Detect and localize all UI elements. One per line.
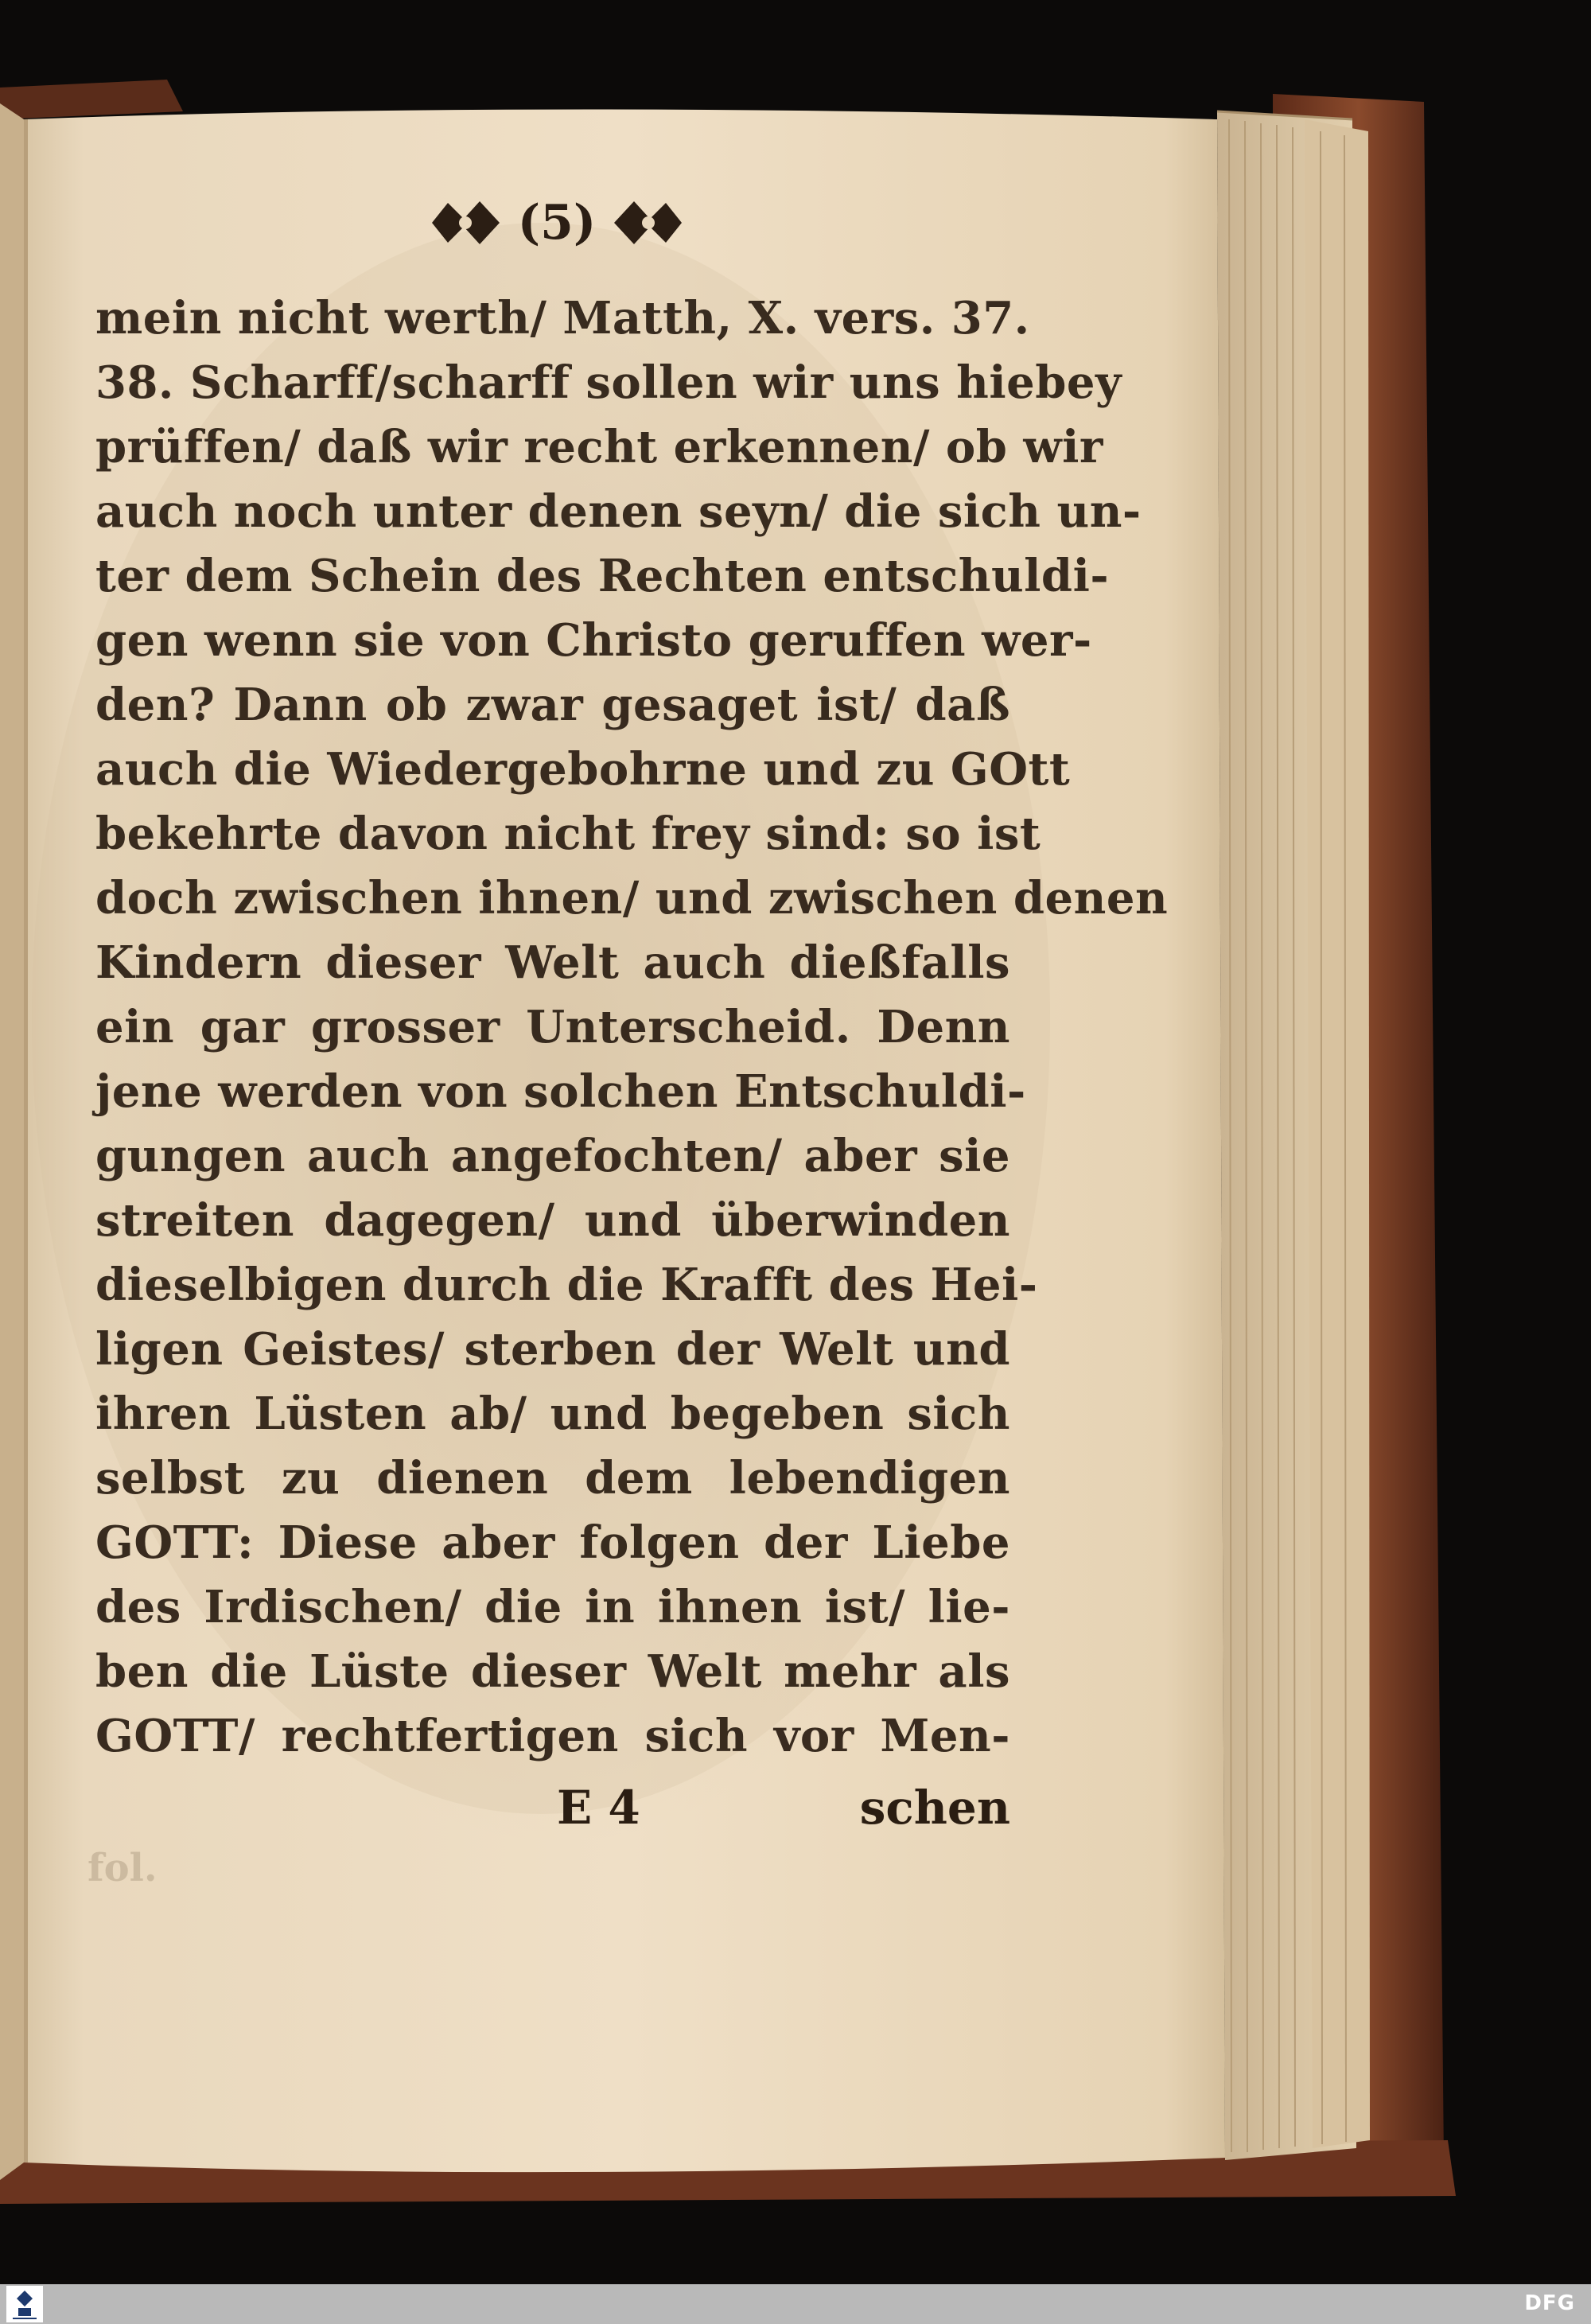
text-line: des Irdischen/ die in ihnen ist/ lie-: [95, 1581, 1010, 1633]
text-line: Kindern dieser Welt auch dießfalls: [95, 936, 1010, 989]
running-head: [414, 187, 700, 259]
text-line: mein nicht werth/ Matth, X. vers. 37.: [95, 292, 1030, 345]
library-logo-icon: [6, 2286, 43, 2322]
text-line: 38. Scharff/scharff sollen wir uns hiebey: [95, 356, 1122, 409]
page-footer: [95, 1781, 1010, 1852]
text-line: dieselbigen durch die Krafft des Hei-: [95, 1259, 1038, 1311]
page-number: (5): [517, 195, 597, 251]
show-through-text: fol.: [88, 1846, 158, 1890]
text-line: den? Dann ob zwar gesaget ist/ daß: [95, 679, 1010, 731]
text-line: ter dem Schein des Rechten entschuldi-: [95, 550, 1110, 602]
text-line: gungen auch angefochten/ aber sie: [95, 1130, 1010, 1182]
catchword: schen: [859, 1781, 1010, 1835]
text-line: prüffen/ daß wir recht erkennen/ ob wir: [95, 421, 1103, 473]
text-line: ben die Lüste dieser Welt mehr als: [95, 1645, 1010, 1698]
right-ornament-icon: [610, 195, 686, 251]
text-line: streiten dagegen/ und überwinden: [95, 1194, 1010, 1247]
text-line: gen wenn sie von Christo geruffen wer-: [95, 614, 1092, 667]
text-line: jene werden von solchen Entschuldi-: [95, 1065, 1026, 1118]
text-line: GOTT/ rechtfertigen sich vor Men-: [95, 1710, 1010, 1762]
text-line: doch zwischen ihnen/ und zwischen denen: [95, 872, 1169, 925]
text-line: auch noch unter denen seyn/ die sich un-: [95, 485, 1142, 538]
page-body-text: [95, 286, 1169, 1769]
text-line: bekehrte davon nicht frey sind: so ist: [95, 808, 1041, 860]
text-line: ein gar grosser Unterscheid. Denn: [95, 1001, 1010, 1053]
text-line: auch die Wiedergebohrne und zu GOtt: [95, 743, 1071, 796]
viewer-footer-bar: [0, 2284, 1591, 2324]
signature-mark: E 4: [557, 1781, 640, 1835]
text-line: ligen Geistes/ sterben der Welt und: [95, 1323, 1010, 1376]
dfg-logo: DFG: [1524, 2291, 1575, 2315]
page-edges: [1217, 111, 1370, 2160]
left-ornament-icon: [428, 195, 504, 251]
text-line: selbst zu dienen dem lebendigen: [95, 1452, 1010, 1505]
text-line: ihren Lüsten ab/ und begeben sich: [95, 1388, 1010, 1440]
text-line: GOTT: Diese aber folgen der Liebe: [95, 1516, 1010, 1569]
